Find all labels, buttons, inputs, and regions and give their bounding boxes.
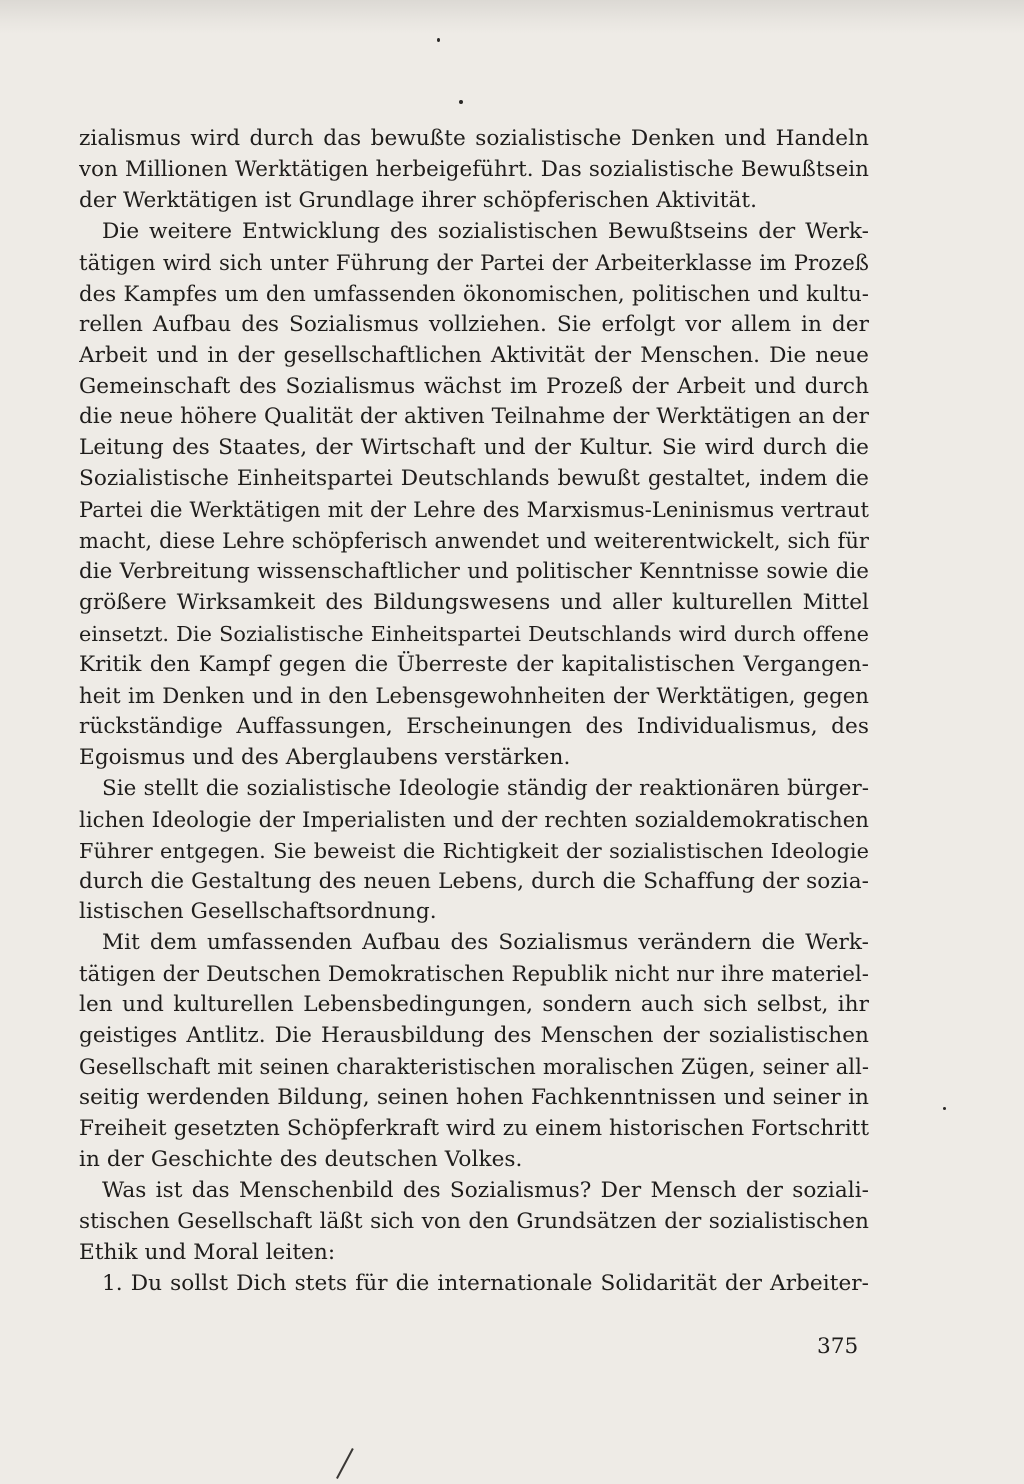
text-line: stischen Gesellschaft läßt sich von den Grundsätzen der sozialistischen — [79, 1208, 869, 1234]
scan-top-edge — [0, 0, 1024, 34]
text-line: die Verbreitung wissenschaftlicher und politischer Kenntnisse sowie die — [79, 559, 869, 585]
text-line: Sie stellt die sozialistische Ideologie ständig der reaktionären bürger- — [102, 775, 869, 801]
text-line: Mit dem umfassenden Aufbau des Sozialismus verändern die Werk- — [102, 930, 869, 956]
text-line: Führer entgegen. Sie beweist die Richtigkeit der sozialistischen Ideologie — [79, 838, 869, 863]
text-line: Was ist das Menschenbild des Sozialismus? Der Mensch der soziali- — [102, 1177, 869, 1203]
text-line: der Werktätigen ist Grundlage ihrer schöpferischen Aktivität. — [79, 187, 758, 213]
text-line: einsetzt. Die Sozialistische Einheitspartei Deutschlands wird durch offene — [79, 622, 869, 646]
text-line: heit im Denken und in den Lebensgewohnheiten der Werktätigen, gegen — [79, 682, 869, 708]
page-number: 375 — [817, 1334, 859, 1359]
text-line: geistiges Antlitz. Die Herausbildung des Menschen der sozialistischen — [79, 1023, 869, 1049]
text-line: Arbeit und in der gesellschaftlichen Aktivität der Menschen. Die neue — [79, 342, 869, 368]
text-line: die neue höhere Qualität der aktiven Teilnahme der Werktätigen an der — [79, 404, 869, 430]
text-line: tätigen der Deutschen Demokratischen Republik nicht nur ihre materiel- — [79, 961, 869, 987]
text-line: in der Geschichte des deutschen Volkes. — [79, 1146, 523, 1172]
text-line: durch die Gestaltung des neuen Lebens, durch die Schaffung der sozia- — [79, 868, 869, 894]
text-line: tätigen wird sich unter Führung der Partei der Arbeiterklasse im Prozeß — [79, 249, 869, 275]
text-line: seitig werdenden Bildung, seinen hohen Fachkenntnissen und seiner in — [79, 1085, 869, 1111]
text-line: listischen Gesellschaftsordnung. — [79, 899, 437, 925]
text-line: rückständige Auffassungen, Erscheinungen des Individualismus, des — [79, 713, 869, 739]
text-line: Ethik und Moral leiten: — [79, 1239, 336, 1265]
text-line: Egoismus und des Aberglaubens verstärken. — [79, 744, 571, 770]
text-line: Partei die Werktätigen mit der Lehre des Marxismus-Leninismus vertraut — [79, 498, 869, 523]
text-line: rellen Aufbau des Sozialismus vollziehen. Sie erfolgt vor allem in der — [79, 311, 869, 337]
pencil-mark-bottom — [336, 1448, 354, 1479]
text-line: 1. Du sollst Dich stets für die internationale Solidarität der Arbeiter- — [102, 1270, 869, 1296]
text-line: len und kulturellen Lebensbedingungen, sondern auch sich selbst, ihr — [79, 992, 869, 1018]
text-line: Kritik den Kampf gegen die Überreste der kapitalistischen Vergangen- — [79, 651, 869, 677]
text-line: Gesellschaft mit seinen charakteristischen moralischen Zügen, seiner all- — [79, 1055, 869, 1080]
text-line: größere Wirksamkeit des Bildungswesens und aller kulturellen Mittel — [79, 590, 869, 616]
ink-speck-upper — [459, 100, 463, 104]
text-line: Sozialistische Einheitspartei Deutschlands bewußt gestaltet, indem die — [79, 466, 869, 492]
text-line: des Kampfes um den umfassenden ökonomischen, politischen und kultu- — [79, 280, 869, 306]
text-line: von Millionen Werktätigen herbeigeführt. Das sozialistische Bewußtsein — [79, 156, 869, 182]
text-line: Gemeinschaft des Sozialismus wächst im Prozeß der Arbeit und durch — [79, 373, 869, 399]
text-line: Freiheit gesetzten Schöpferkraft wird zu einem historischen Fortschritt — [79, 1116, 869, 1141]
text-line: Die weitere Entwicklung des sozialistischen Bewußtseins der Werk- — [102, 218, 869, 244]
text-line: Leitung des Staates, der Wirtschaft und der Kultur. Sie wird durch die — [79, 435, 869, 461]
text-line: lichen Ideologie der Imperialisten und der rechten sozialdemokratischen — [79, 806, 869, 832]
ink-speck-margin — [943, 1107, 946, 1110]
text-line: zialismus wird durch das bewußte sozialistische Denken und Handeln — [79, 126, 869, 151]
ink-speck-top — [437, 38, 440, 42]
body-text — [79, 124, 869, 1300]
text-line: macht, diese Lehre schöpferisch anwendet und weiterentwickelt, sich für — [79, 529, 869, 554]
